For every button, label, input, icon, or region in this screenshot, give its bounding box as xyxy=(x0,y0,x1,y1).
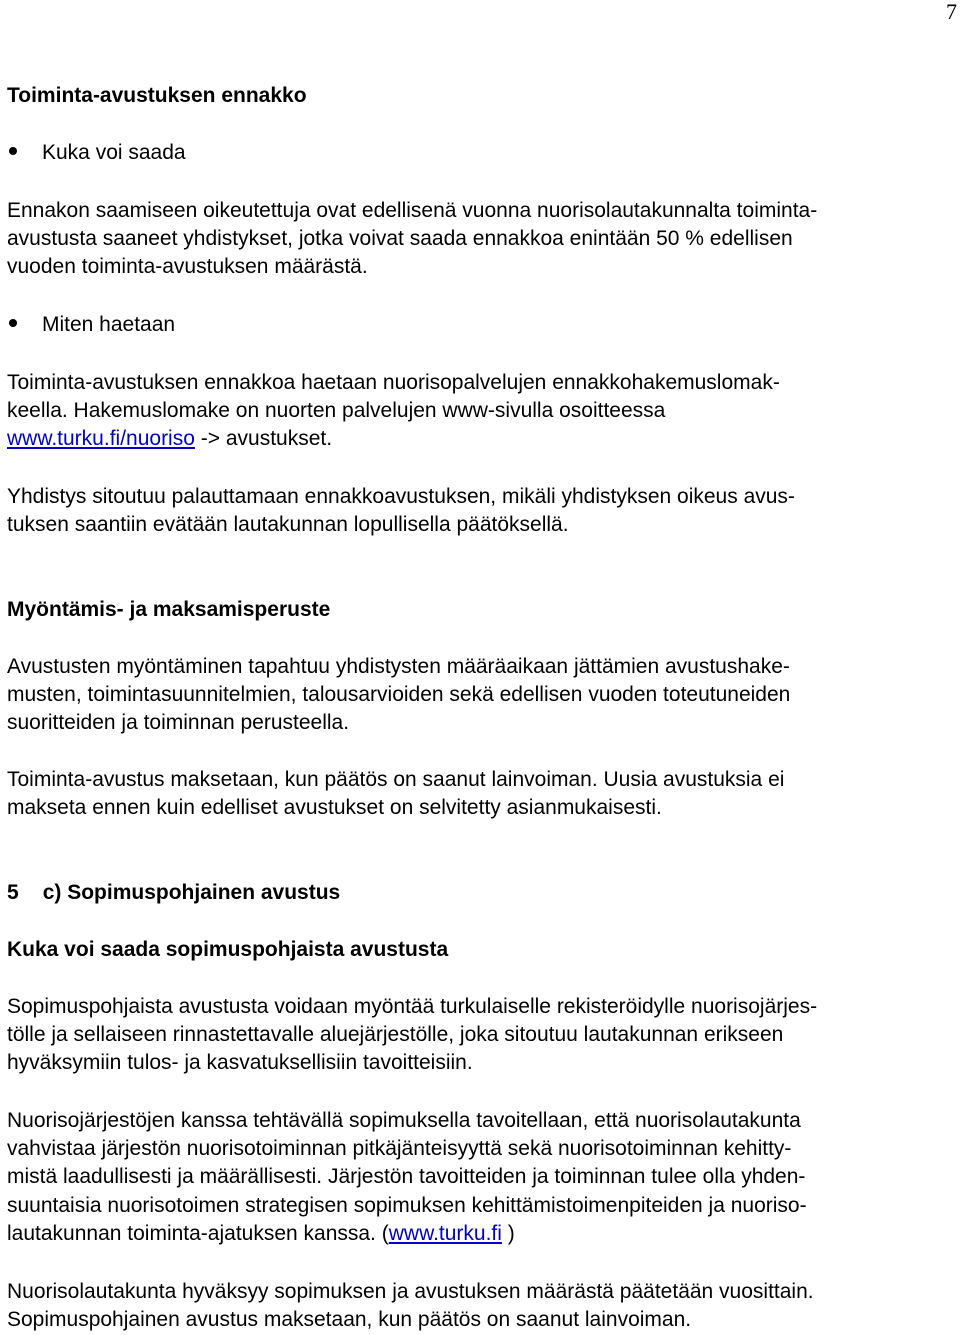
text-line: makseta ennen kuin edelliset avustukset on selvitetty asianmukaisesti. xyxy=(7,796,662,820)
section-heading-contract-grant xyxy=(7,881,340,905)
paragraph-application xyxy=(7,369,957,454)
paragraph-granting-basis xyxy=(7,653,957,738)
text-line: Avustusten myöntäminen tapahtuu yhdistysten määräaikaan jättämien avustushake- xyxy=(7,655,790,678)
text-line: musten, toimintasuunnitelmien, talousarvioiden sekä edellisen vuoden toteutuneiden xyxy=(7,683,791,707)
paragraph-eligibility xyxy=(7,197,957,282)
text-line xyxy=(7,425,957,453)
bullet-icon xyxy=(9,319,17,327)
text-line: mistä laadullisesti ja määrällisesti. Järjestön tavoitteiden ja toiminnan tulee olla yhden- xyxy=(7,1165,806,1189)
text-after-link: ) xyxy=(501,1221,515,1245)
paragraph-contract-goals xyxy=(7,1107,957,1248)
link-suffix-text: -> avustukset. xyxy=(194,427,333,451)
text-line: Nuorisojärjestöjen kanssa tehtävällä sopimuksella tavoitellaan, että nuorisolautakunta xyxy=(7,1109,801,1132)
paragraph-contract-decision xyxy=(7,1278,957,1334)
nuoriso-link[interactable]: www.turku.fi/nuoriso xyxy=(7,427,195,451)
paragraph-payment xyxy=(7,766,957,822)
text-line: Nuorisolautakunta hyväksyy sopimuksen ja avustuksen määrästä päätetään vuosittain. xyxy=(7,1280,814,1303)
text-line: suuntaisia nuorisotoimen strategisen sopimuksen kehittämistoimenpiteiden ja nuoriso- xyxy=(7,1193,807,1217)
text-line: Toiminta-avustuksen ennakkoa haetaan nuorisopalvelujen ennakkohakemuslomak- xyxy=(7,371,780,394)
text-line: vahvistaa järjestön nuorisotoiminnan pitkäjänteisyyttä sekä nuorisotoiminnan kehitty- xyxy=(7,1137,792,1161)
text-line: Yhdistys sitoutuu palauttamaan ennakkoavustuksen, mikäli yhdistyksen oikeus avus- xyxy=(7,485,795,508)
paragraph-repayment xyxy=(7,483,957,539)
section-number: 5 xyxy=(7,881,19,904)
bullet-label: Kuka voi saada xyxy=(42,141,186,164)
bullet-icon xyxy=(9,147,17,155)
text-line xyxy=(7,1220,957,1248)
text-line: keella. Hakemuslomake on nuorten palvelujen www-sivulla osoitteessa xyxy=(7,399,666,423)
text-line: hyväksymiin tulos- ja kasvatuksellisiin tavoitteisiin. xyxy=(7,1051,473,1075)
section-heading-advance: Toiminta-avustuksen ennakko xyxy=(7,84,307,107)
section-title: c) Sopimuspohjainen avustus xyxy=(42,881,341,904)
section-heading-granting: Myöntämis- ja maksamisperuste xyxy=(7,598,331,621)
turku-link[interactable]: www.turku.fi xyxy=(388,1221,502,1245)
bullet-how-to-apply xyxy=(7,313,175,337)
text-line: Toiminta-avustus maksetaan, kun päätös on saanut lainvoiman. Uusia avustuksia ei xyxy=(7,768,785,791)
bullet-label: Miten haetaan xyxy=(42,313,176,336)
text-line: Sopimuspohjaista avustusta voidaan myöntää turkulaiselle rekisteröidylle nuorisojärjes- xyxy=(7,995,818,1018)
text-before-link: lautakunnan toiminta-ajatuksen kanssa. ( xyxy=(7,1221,389,1245)
text-line: suoritteiden ja toiminnan perusteella. xyxy=(7,711,350,735)
text-line: vuoden toiminta-avustuksen määrästä. xyxy=(7,255,368,279)
text-line: Sopimuspohjainen avustus maksetaan, kun päätös on saanut lainvoiman. xyxy=(7,1308,692,1332)
paragraph-contract-eligibility xyxy=(7,993,957,1078)
text-line: Ennakon saamiseen oikeutettuja ovat edellisenä vuonna nuorisolautakunnalta toiminta- xyxy=(7,199,818,222)
text-line: tölle ja sellaiseen rinnastettavalle aluejärjestölle, joka sitoutuu lautakunnan erikseen xyxy=(7,1023,784,1047)
text-line: tuksen saantiin evätään lautakunnan lopullisella päätöksellä. xyxy=(7,513,569,537)
page-number: 7 xyxy=(946,0,957,24)
subheading-who-can-get-contract: Kuka voi saada sopimuspohjaista avustusta xyxy=(7,938,449,961)
text-line: avustusta saaneet yhdistykset, jotka voivat saada ennakkoa enintään 50 % edellisen xyxy=(7,227,793,251)
bullet-who-can-get xyxy=(7,141,186,165)
